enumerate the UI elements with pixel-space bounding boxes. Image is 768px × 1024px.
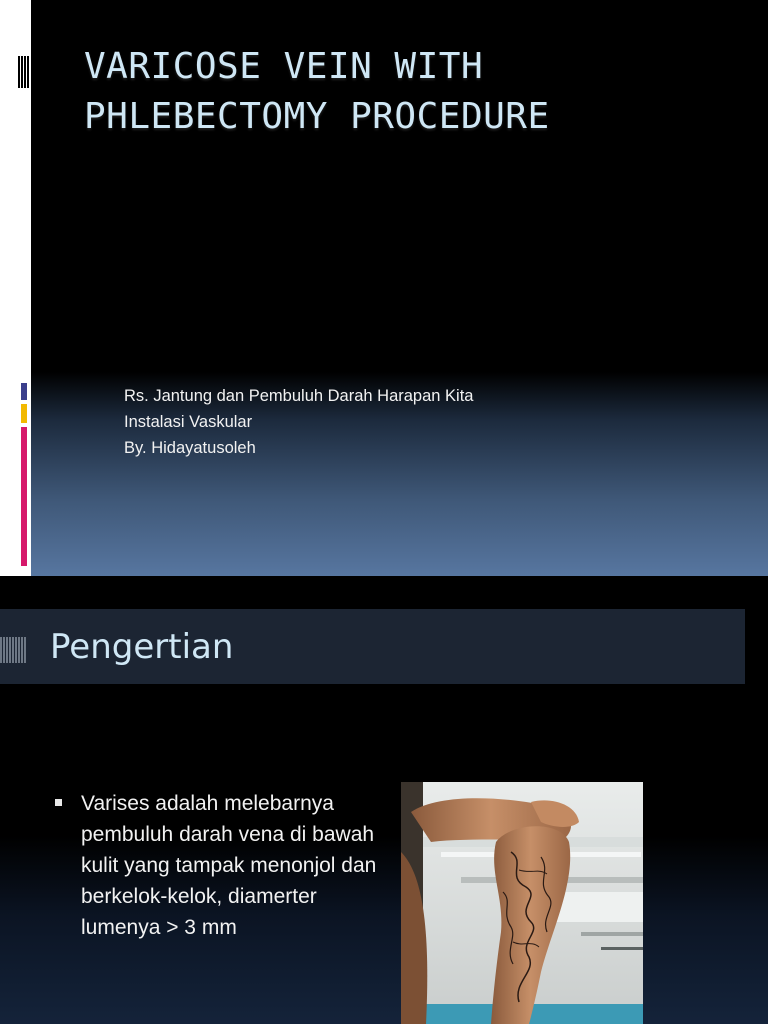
heading-band: [0, 609, 745, 684]
list-item: [52, 788, 382, 943]
slide-heading: Pengertian: [50, 627, 234, 667]
heading-stripe-icon: [0, 637, 26, 663]
subtitle-hospital: Rs. Jantung dan Pembuluh Darah Harapan Kita: [124, 387, 474, 405]
subtitle-author: By. Hidayatusoleh: [124, 439, 256, 457]
stripe-decoration-icon: [18, 56, 30, 88]
accent-bar-blue: [21, 383, 27, 400]
subtitle-department: Instalasi Vaskular: [124, 413, 253, 431]
slide-title-line-1: VARICOSE VEIN WITH: [84, 46, 484, 87]
content-slide: [0, 576, 768, 1024]
varicose-leg-photo: [401, 782, 643, 1024]
bullet-list: [52, 788, 382, 943]
bullet-text: Varises adalah melebarnya pembuluh darah vena di bawah kulit yang tampak menonjol dan berkelok-kelok, diamerter lumenya > 3 mm: [81, 792, 377, 939]
slide-title-line-2: PHLEBECTOMY PROCEDURE: [84, 96, 550, 137]
slide-title: [84, 42, 550, 142]
subtitle-block: [124, 383, 473, 461]
photo-illustration: [401, 782, 643, 1024]
accent-bar-yellow: [21, 404, 27, 423]
square-bullet-icon: [55, 799, 62, 806]
accent-bar-pink: [21, 427, 27, 566]
